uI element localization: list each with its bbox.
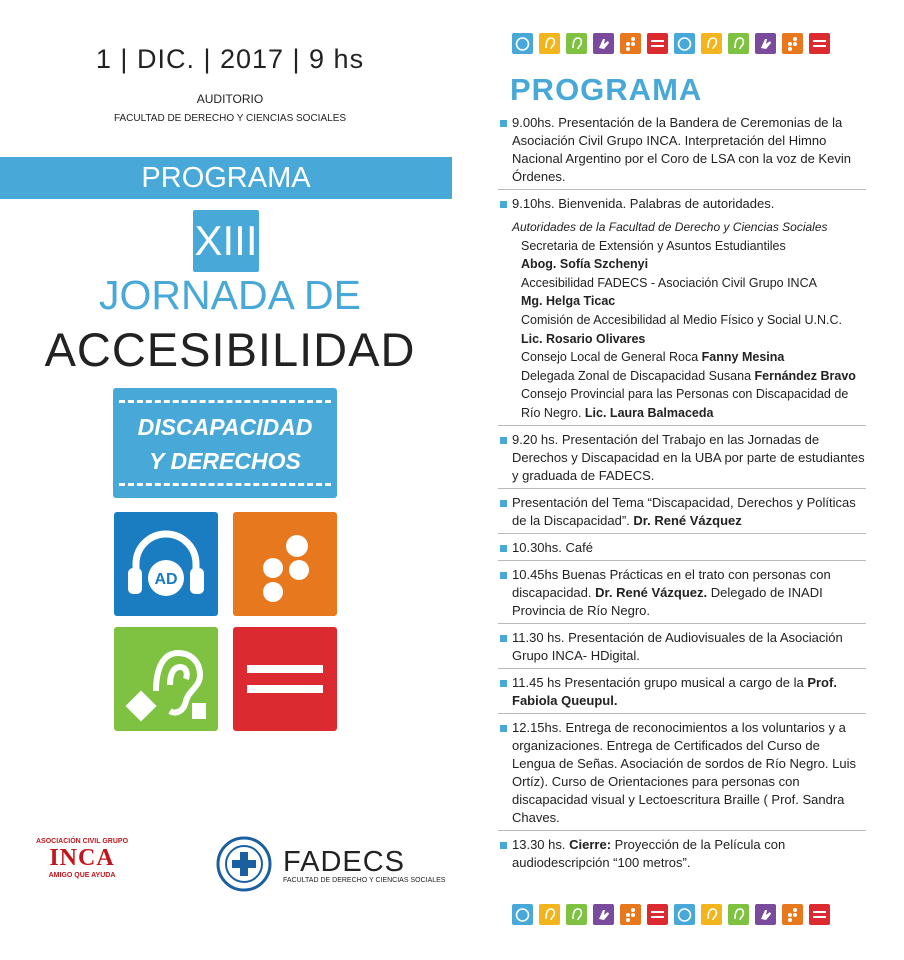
edition-number: XIII: [193, 210, 259, 272]
icon-strip-top: [512, 33, 830, 57]
ad-label: AD: [154, 571, 178, 588]
program-title: PROGRAMA: [510, 72, 703, 107]
theme-banner: [113, 388, 337, 498]
bullet-icon: [500, 201, 507, 208]
hearing-loop-icon: [114, 627, 218, 731]
banner-line-2: Y DERECHOS: [149, 448, 301, 474]
program-item: 11.45 hs Presentación grupo musical a cargo de la Prof. Fabiola Queupul.: [498, 674, 866, 714]
ear-icon: [539, 904, 560, 925]
braille-icon: [233, 512, 337, 616]
bullet-icon: [500, 680, 507, 687]
program-list: [498, 114, 866, 880]
program-item: 10.30hs. Café: [498, 539, 866, 561]
ear-icon: [566, 904, 587, 925]
university-seal-icon: [216, 836, 272, 897]
ad-icon: [512, 904, 533, 925]
ear-icon: [701, 904, 722, 925]
program-item: 10.45hs Buenas Prácticas en el trato con personas con discapacidad. Dr. René Vázquez. Delegado de INADI Provincia de Río Negro.: [498, 566, 866, 624]
event-date: 1 | DIC. | 2017 | 9 hs: [95, 44, 365, 74]
icon-strip-bottom: [512, 904, 830, 928]
braille-icon: [782, 904, 803, 925]
program-item: 9.20 hs. Presentación del Trabajo en las Jornadas de Derechos y Discapacidad en la UBA por parte de estudiantes y graduada de FADECS.: [498, 431, 866, 489]
ad-icon: [674, 904, 695, 925]
equal-icon: [647, 904, 668, 925]
sponsor-logos: [0, 830, 470, 900]
braille-icon: [620, 33, 641, 54]
ear-icon: [566, 33, 587, 54]
braille-icon: [782, 33, 803, 54]
sign-language-icon: [755, 904, 776, 925]
audio-description-icon: [114, 512, 218, 616]
program-item: 13.30 hs. Cierre: Proyección de la Película con audiodescripción “100 metros”.: [498, 836, 866, 875]
ad-icon: [674, 33, 695, 54]
authorities-title: Autoridades de la Facultad de Derecho y Ciencias Sociales: [512, 220, 828, 234]
bullet-icon: [500, 635, 507, 642]
ear-icon: [701, 33, 722, 54]
program-item: 9.10hs. Bienvenida. Palabras de autoridades.: [498, 195, 866, 216]
event-venue: AUDITORIO: [196, 92, 264, 106]
program-item: 12.15hs. Entrega de reconocimientos a los voluntarios y a organizaciones. Entrega de Certificados del Curso de Lengua de Señas. Asociación de sordos de Río Negro. Luis Ortíz). Curso de Orientaciones para personas con discapacidad visual y Lectoescritura Braille ( Prof. Sandra Chaves.: [498, 719, 866, 831]
bullet-icon: [500, 572, 507, 579]
inca-logo: ASOCIACIÓN CIVIL GRUPO INCA AMIGO QUE AYUDA: [35, 838, 129, 879]
fadecs-logo: FADECS FACULTAD DE DERECHO Y CIENCIAS SOCIALES: [283, 846, 446, 884]
equal-icon: [809, 33, 830, 54]
equal-icon: [647, 33, 668, 54]
ad-icon: [512, 33, 533, 54]
sign-language-icon: [593, 904, 614, 925]
bullet-icon: [500, 437, 507, 444]
program-item: 11.30 hs. Presentación de Audiovisuales de la Asociación Grupo INCA- HDigital.: [498, 629, 866, 669]
event-faculty: FACULTAD DE DERECHO Y CIENCIAS SOCIALES: [113, 113, 347, 124]
bullet-icon: [500, 842, 507, 849]
ear-icon: [539, 33, 560, 54]
bullet-icon: [500, 545, 507, 552]
equality-icon: [233, 627, 337, 731]
banner-line-1: DISCAPACIDAD: [137, 414, 313, 440]
programa-band: PROGRAMA: [0, 157, 452, 199]
equal-icon: [809, 904, 830, 925]
bullet-icon: [500, 120, 507, 127]
accesibilidad-title: ACCESIBILIDAD: [44, 323, 416, 376]
program-item: 9.00hs. Presentación de la Bandera de Ceremonias de la Asociación Civil Grupo INCA. Interpretación del Himno Nacional Argentino por el Coro de LSA con la voz de Kevin Órdenes.: [498, 114, 866, 190]
jornada-title: JORNADA DE: [99, 272, 361, 318]
program-item: Presentación del Tema “Discapacidad, Derechos y Políticas de la Discapacidad”. Dr. René Vázquez: [498, 494, 866, 534]
ear-icon: [728, 33, 749, 54]
bullet-icon: [500, 500, 507, 507]
bullet-icon: [500, 725, 507, 732]
sign-language-icon: [755, 33, 776, 54]
braille-icon: [620, 904, 641, 925]
sign-language-icon: [593, 33, 614, 54]
ear-icon: [728, 904, 749, 925]
authorities-block: Autoridades de la Facultad de Derecho y Ciencias Sociales Secretaria de Extensión y Asuntos Estudiantiles Abog. Sofía Szchenyi Accesibilidad FADECS - Asociación Civil Grupo INCA Mg. Helga Ticac Comisión de Accesibilidad al Medio Físico y Social U.N.C. Lic. Rosario Olivares Consejo Local de General Roca Fanny Mesina Delegada Zonal de Discapacidad Susana Fernández Bravo Consejo Provincial para las Personas con Discapacidad de Río Negro. Lic. Laura Balmaceda: [498, 218, 866, 426]
